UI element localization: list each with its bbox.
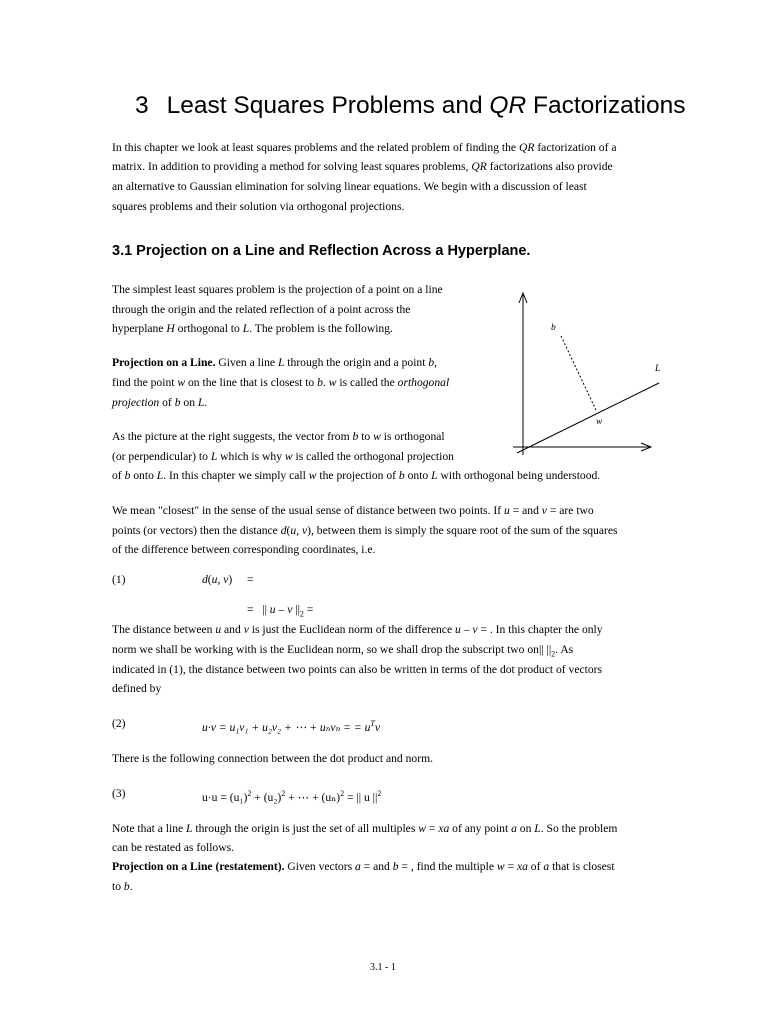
def1-line-2: find the point w on the line that is closest to b. w is called the orthogonal (112, 376, 450, 389)
def1-line-3: projection of b on L. (112, 396, 208, 409)
para4-line-1: The distance between u and v is just the Euclidean norm of the difference u – v = . In this chapter the only (112, 623, 603, 636)
projection-figure (505, 283, 665, 463)
projection-segment (561, 336, 596, 410)
def2-line-1: Projection on a Line (restatement). Given vectors a = and b = , find the multiple w = xa of a that is closest (112, 860, 615, 873)
chapter-title-qr: QR (489, 92, 527, 119)
eq1-tag: (1) (112, 573, 126, 586)
para6-line-1: Note that a line L through the origin is just the set of all multiples w = xa of any point a on L. So the problem (112, 822, 618, 835)
para4-line-4: defined by (112, 682, 162, 695)
eq1-line-2: = || u – v $||_2$ = (247, 603, 314, 619)
para3-line-2: points (or vectors) then the distance d(u, v), between them is simply the square root of the sum of the squares (112, 524, 618, 537)
figure-label-b: b (551, 323, 556, 333)
line-L (517, 383, 659, 453)
eq1-lhs: d(u, v) (202, 573, 233, 586)
para6-line-2: can be restated as follows. (112, 841, 235, 854)
intro-line-2: matrix. In addition to providing a method for solving least squares problems, QR factorizations also provide (112, 160, 613, 173)
def1-line-1: Projection on a Line. Given a line L through the origin and a point b, (112, 356, 438, 369)
def2-line-2: to b. (112, 880, 133, 893)
figure-label-w: w (596, 417, 603, 427)
eq2-body: u·v = u₁v₁ + u₂v₂ + ⋯ + uₙvₙ = = $u^Tv$ (202, 719, 381, 734)
para2-line-1: As the picture at the right suggests, the vector from b to w is orthogonal (112, 430, 445, 443)
eq3-tag: (3) (112, 787, 126, 800)
page-number: 3.1 - 1 (370, 962, 396, 973)
chapter-number: 3 (135, 92, 149, 119)
intro-line-4: squares problems and their solution via orthogonal projections. (112, 200, 405, 213)
chapter-title (135, 92, 685, 120)
chapter-title-text: Least Squares Problems and (166, 92, 490, 119)
chapter-title-text-end: Factorizations (526, 92, 686, 119)
eq1-equals: = (247, 573, 254, 586)
paragraph-5: There is the following connection between the dot product and norm. (112, 752, 433, 765)
para2-line-2: (or perpendicular) to L which is why w is called the orthogonal projection (112, 450, 454, 463)
eq3-body: $u\cdot u = (u_1)^2 + (u_2)^2$ + ⋯ + $(u_n)^2$ = || u $||^2$ (202, 789, 382, 804)
para2-line-3: of b onto L. In this chapter we simply call w the projection of b onto L with orthogonal being understood. (112, 469, 601, 482)
para1-line-2: through the origin and the related reflection of a point across the (112, 303, 411, 316)
intro-line-1: In this chapter we look at least squares problems and the related problem of finding the QR factorization of a (112, 141, 617, 154)
projection-diagram (505, 283, 665, 463)
para4-line-2: norm we shall be working with is the Euclidean norm, so we shall drop the subscript two on|| $||_2$. As (112, 643, 574, 659)
para1-line-1: The simplest least squares problem is the projection of a point on a line (112, 283, 443, 296)
para4-line-3: indicated in (1), the distance between two points can also be written in terms of the dot product of vectors (112, 663, 603, 676)
para3-line-3: of the difference between corresponding coordinates, i.e. (112, 543, 376, 556)
section-title: 3.1 Projection on a Line and Reflection Across a Hyperplane. (112, 243, 531, 259)
para3-line-1: We mean "closest" in the sense of the usual sense of distance between two points. If u = and v = are two (112, 504, 594, 517)
intro-line-3: an alternative to Gaussian elimination for solving linear equations. We begin with a discussion of least (112, 180, 587, 193)
para1-line-3: hyperplane H orthogonal to L. The problem is the following. (112, 322, 393, 335)
figure-label-L: L (655, 364, 661, 374)
eq2-tag: (2) (112, 717, 126, 730)
